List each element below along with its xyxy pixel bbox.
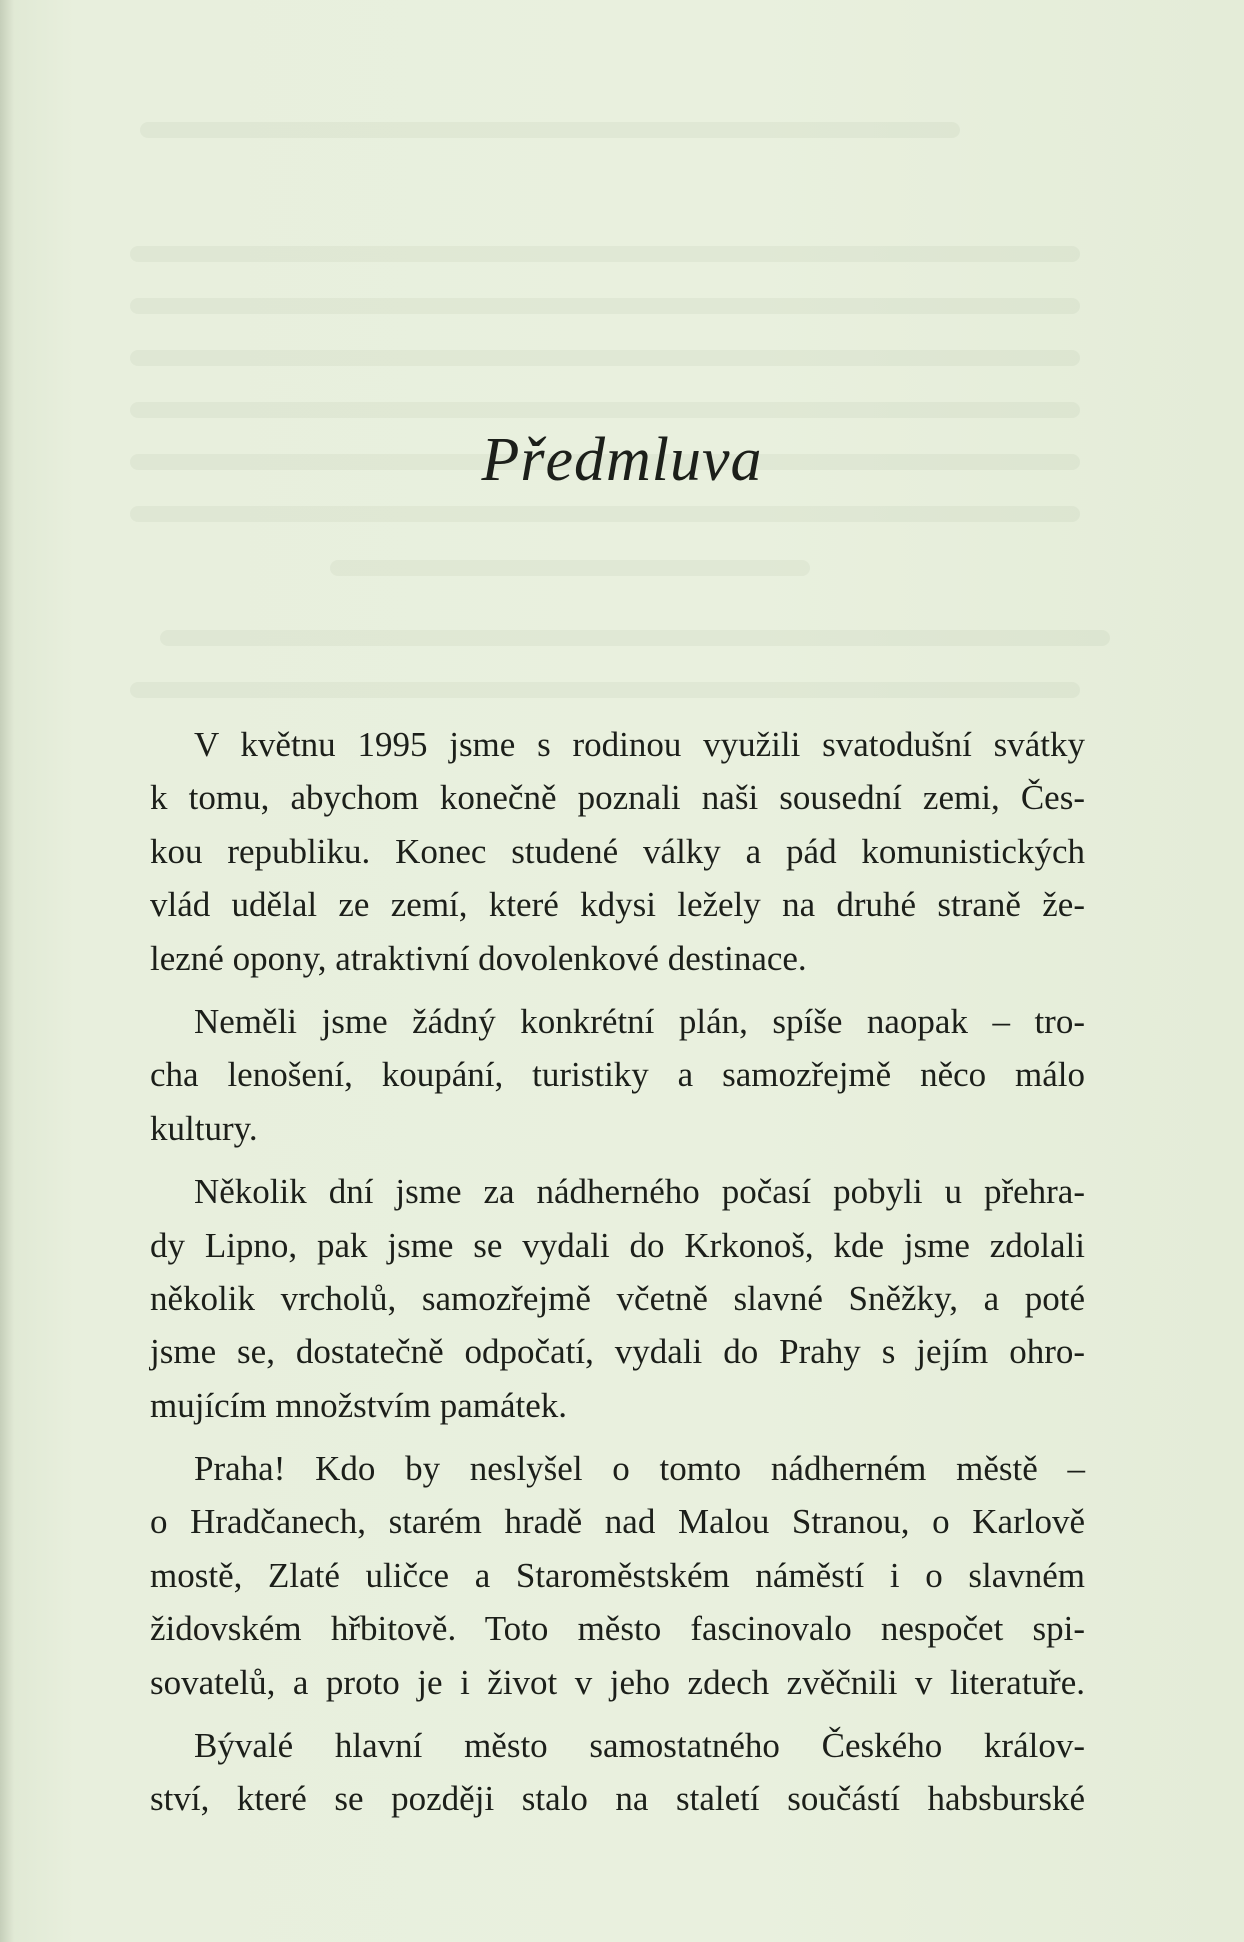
text-line: Praha! Kdo by neslyšel o tomto nádherném městě – xyxy=(194,1449,1085,1489)
page-gutter-shadow xyxy=(0,0,14,1942)
paragraph xyxy=(150,1442,1085,1709)
body-text xyxy=(150,718,1085,1836)
show-through-line xyxy=(130,298,1080,314)
text-line: k tomu, abychom konečně poznali naši sousední zemi, Čes- xyxy=(150,778,1085,818)
text-line: mujícím množstvím památek. xyxy=(150,1385,568,1425)
text-line: kultury. xyxy=(150,1108,258,1148)
text-line: kou republiku. Konec studené války a pád komunistických xyxy=(150,831,1085,871)
text-line: Několik dní jsme za nádherného počasí pobyli u přehra- xyxy=(194,1172,1085,1212)
paragraph xyxy=(150,718,1085,985)
paragraph xyxy=(150,1165,1085,1432)
show-through-line xyxy=(140,122,960,138)
text-line: V květnu 1995 jsme s rodinou využili svatodušní svátky xyxy=(194,725,1085,764)
text-line: několik vrcholů, samozřejmě včetně slavné Sněžky, a poté xyxy=(150,1278,1085,1318)
text-line: Bývalé hlavní město samostatného Českého králov- xyxy=(194,1726,1085,1766)
text-line: sovatelů, a proto je i život v jeho zdech zvěčnili v literatuře. xyxy=(150,1662,1085,1702)
text-line: dy Lipno, pak jsme se vydali do Krkonoš, kde jsme zdolali xyxy=(150,1225,1085,1265)
paragraph xyxy=(150,995,1085,1155)
show-through-line xyxy=(330,560,810,576)
show-through-line xyxy=(130,682,1080,698)
show-through-line xyxy=(130,402,1080,418)
text-line: cha lenošení, koupání, turistiky a samozřejmě něco málo xyxy=(150,1055,1085,1095)
text-line: jsme se, dostatečně odpočatí, vydali do Prahy s jejím ohro- xyxy=(150,1332,1085,1372)
show-through-line xyxy=(160,630,1110,646)
show-through-line xyxy=(130,350,1080,366)
show-through-line xyxy=(130,246,1080,262)
text-line: lezné opony, atraktivní dovolenkové destinace. xyxy=(150,938,807,978)
text-line: Neměli jsme žádný konkrétní plán, spíše naopak – tro- xyxy=(194,1001,1085,1041)
show-through-line xyxy=(130,506,1080,522)
text-line: mostě, Zlaté uličce a Staroměstském náměstí i o slavném xyxy=(150,1555,1085,1595)
text-line: ství, které se později stalo na staletí součástí habsburské xyxy=(150,1779,1085,1819)
text-line: o Hradčanech, starém hradě nad Malou Stranou, o Karlově xyxy=(150,1502,1085,1542)
page-title: Předmluva xyxy=(481,426,763,494)
text-line: vlád udělal ze zemí, které kdysi ležely na druhé straně že- xyxy=(150,885,1085,925)
text-line: židovském hřbitově. Toto město fascinovalo nespočet spi- xyxy=(150,1609,1085,1649)
paragraph xyxy=(150,1719,1085,1826)
